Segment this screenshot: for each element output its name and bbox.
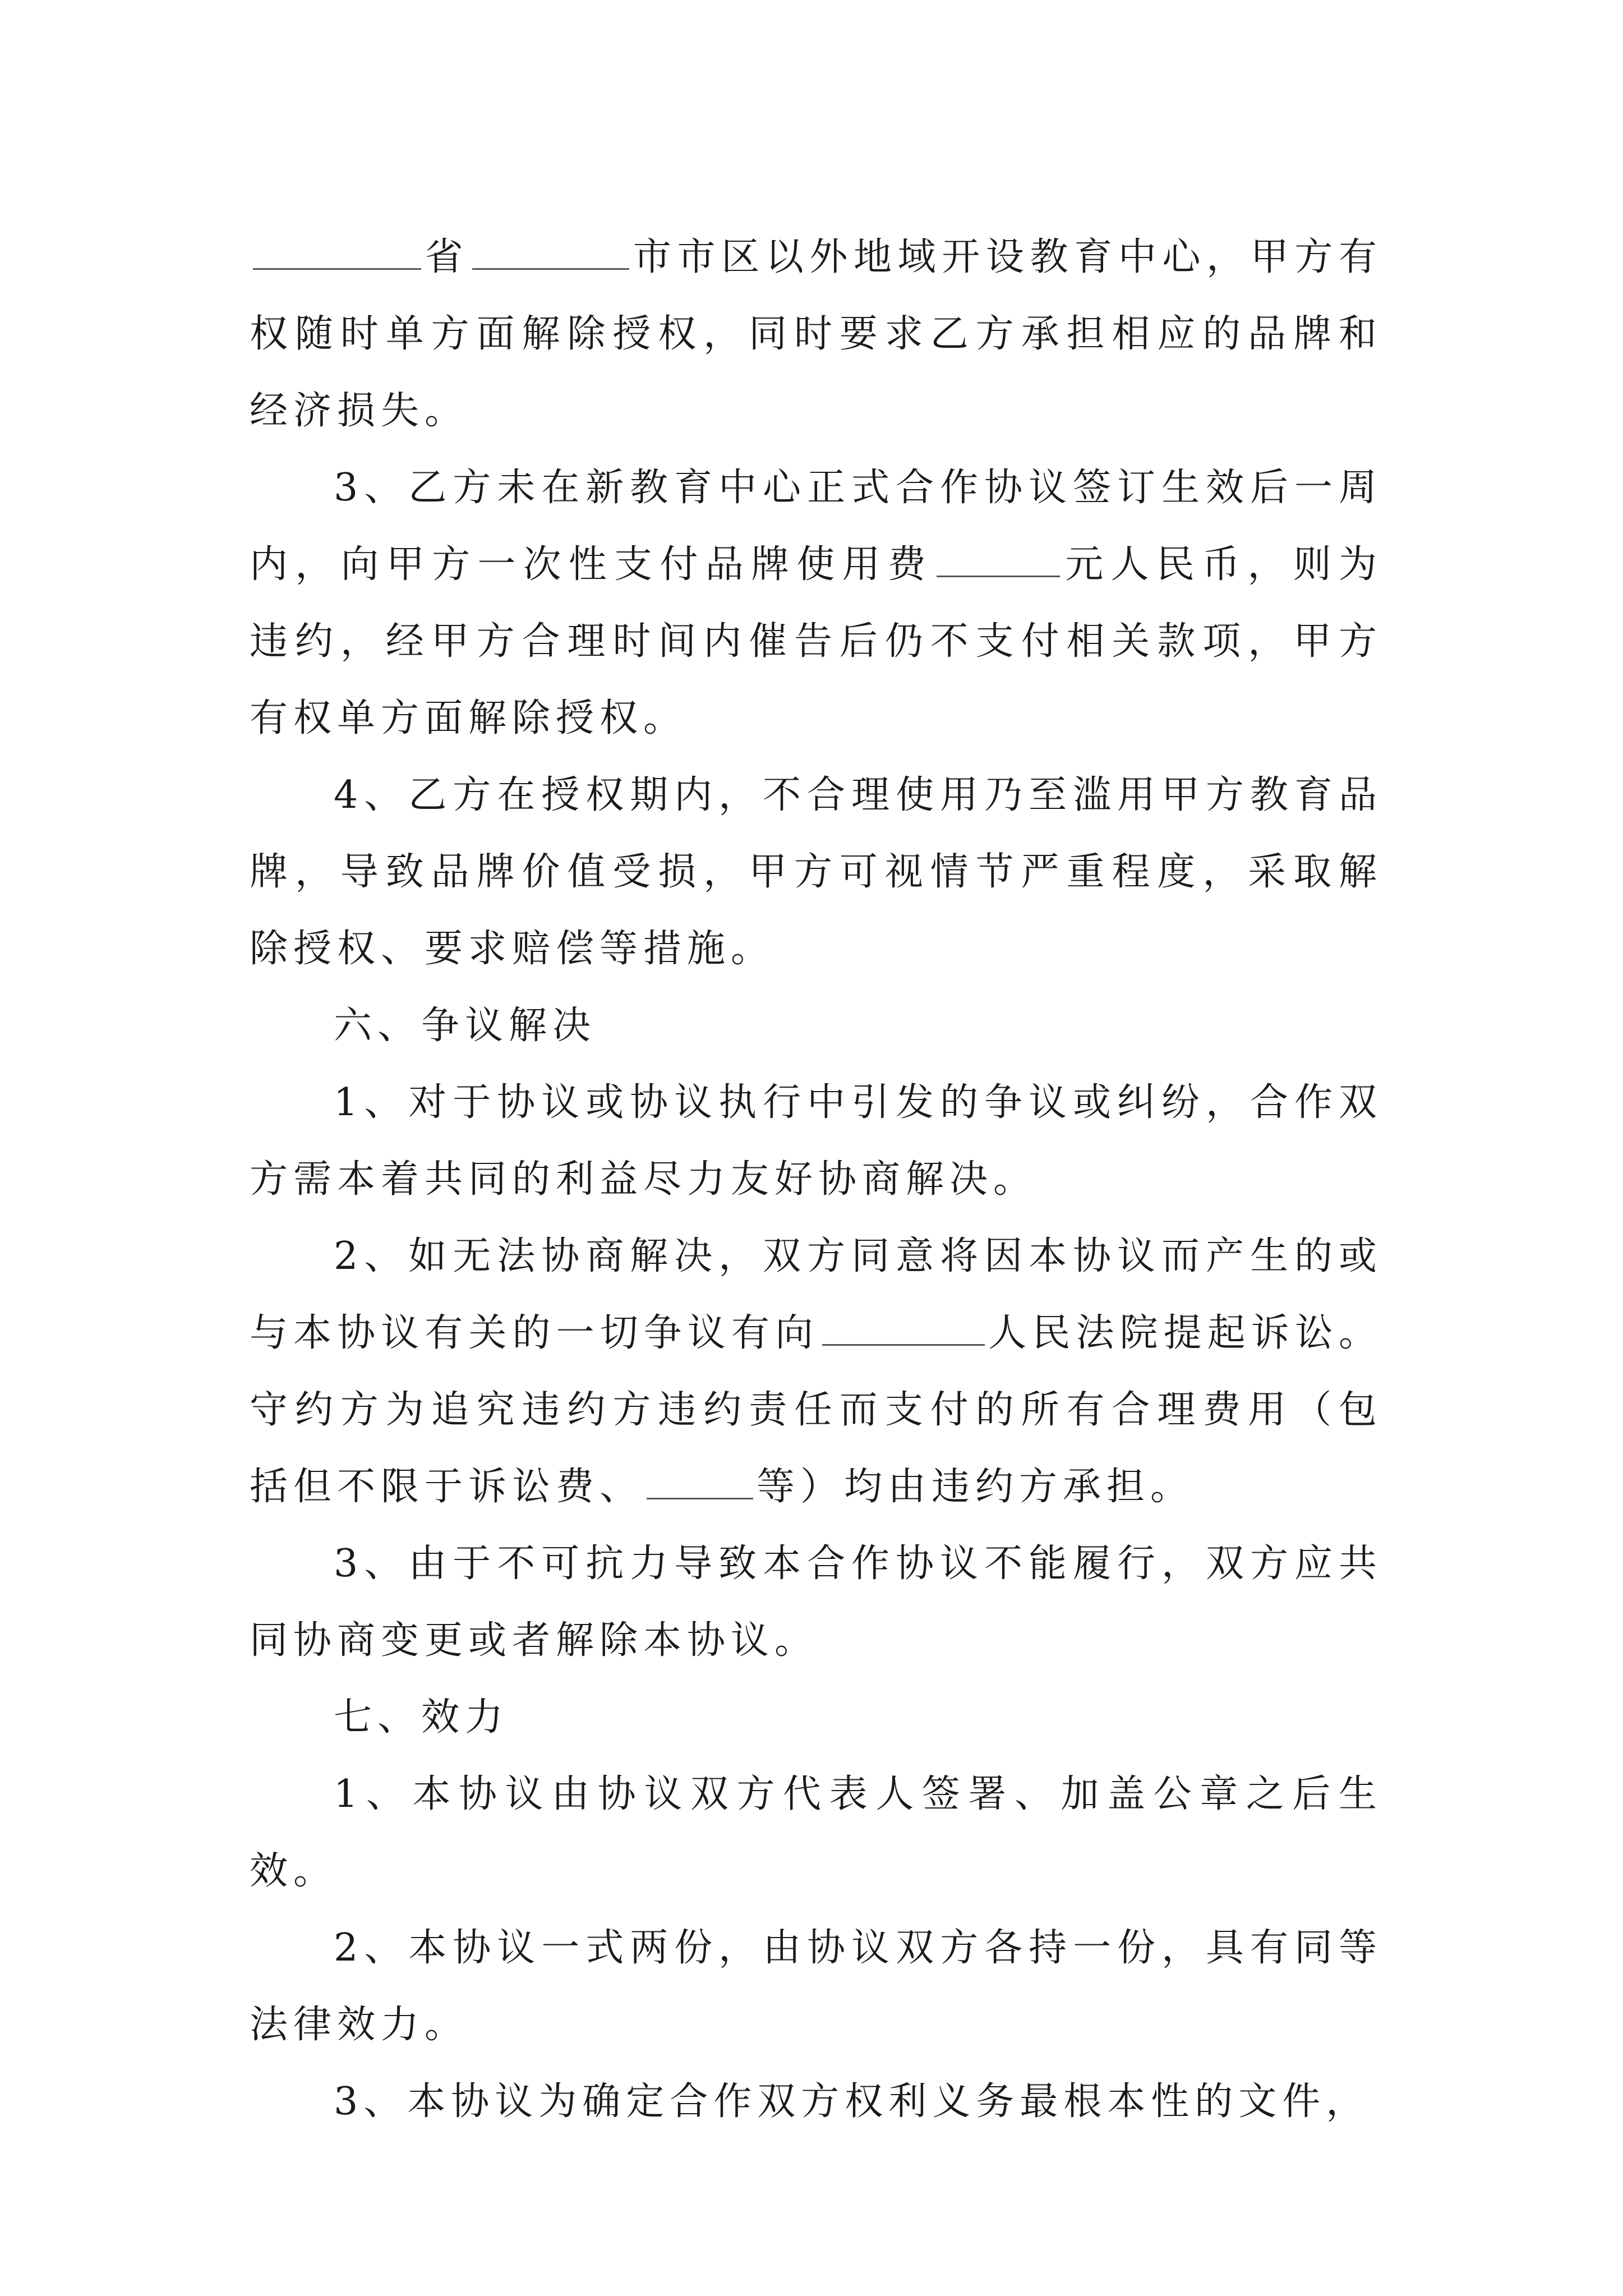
paragraph-clause-3-fee xyxy=(250,449,1382,757)
blank-fee-amount xyxy=(937,541,1060,577)
text-fee-clause-end: 元人民币，则为违约，经甲方合理时间内催告后仍不支付相关款项，甲方有权单方面解除授权。 xyxy=(250,542,1382,740)
text-fee-clause-start: 3、乙方未在新教育中心正式合作协议签订生效后一周内，向甲方一次性支付品牌使用费 xyxy=(250,466,1382,587)
paragraph-breach-region xyxy=(250,219,1382,449)
document-body xyxy=(250,219,1382,2140)
section-heading-validity: 七、效力 xyxy=(334,1695,509,1740)
section-heading-dispute: 六、争议解决 xyxy=(334,1004,597,1048)
paragraph-dispute-1: 1、对于协议或协议执行中引发的争议或纠纷，合作双方需本着共同的利益尽力友好协商解决。 xyxy=(250,1080,1382,1202)
paragraph-validity-2: 2、本协议一式两份，由协议双方各持一份，具有同等法律效力。 xyxy=(250,1926,1382,2047)
paragraph-clause-4-misuse: 4、乙方在授权期内，不合理使用乃至滥用甲方教育品牌，导致品牌价值受损，甲方可视情节严重程度，采取解除授权、要求赔偿等措施。 xyxy=(250,773,1382,971)
paragraph-validity-1: 1、本协议由协议双方代表人签署、加盖公章之后生效。 xyxy=(250,1772,1382,1893)
blank-court xyxy=(822,1309,985,1346)
paragraph-validity-3: 3、本协议为确定合作双方权利义务最根本性的文件， xyxy=(334,2079,1370,2124)
text-court-clause-middle: 人民法院提起诉讼。守约方为追究违约方违约责任而支付的所有合理费用（包括但不限于诉讼费、 xyxy=(250,1311,1382,1509)
text-court-clause-start: 2、如无法协商解决，双方同意将因本协议而产生的或与本协议有关的一切争议有向 xyxy=(250,1234,1382,1355)
blank-province xyxy=(253,233,421,270)
paragraph-dispute-3: 3、由于不可抗力导致本合作协议不能履行，双方应共同协商变更或者解除本协议。 xyxy=(250,1542,1382,1663)
text-province: 省 xyxy=(425,235,469,279)
blank-fees xyxy=(647,1463,753,1499)
text-region-clause: 市市区以外地域开设教育中心，甲方有权随时单方面解除授权，同时要求乙方承担相应的品牌和经济损失。 xyxy=(250,235,1382,433)
blank-city xyxy=(472,233,629,270)
text-court-clause-end: 等）均由违约方承担。 xyxy=(757,1465,1195,1509)
paragraph-dispute-2 xyxy=(250,1218,1382,1525)
